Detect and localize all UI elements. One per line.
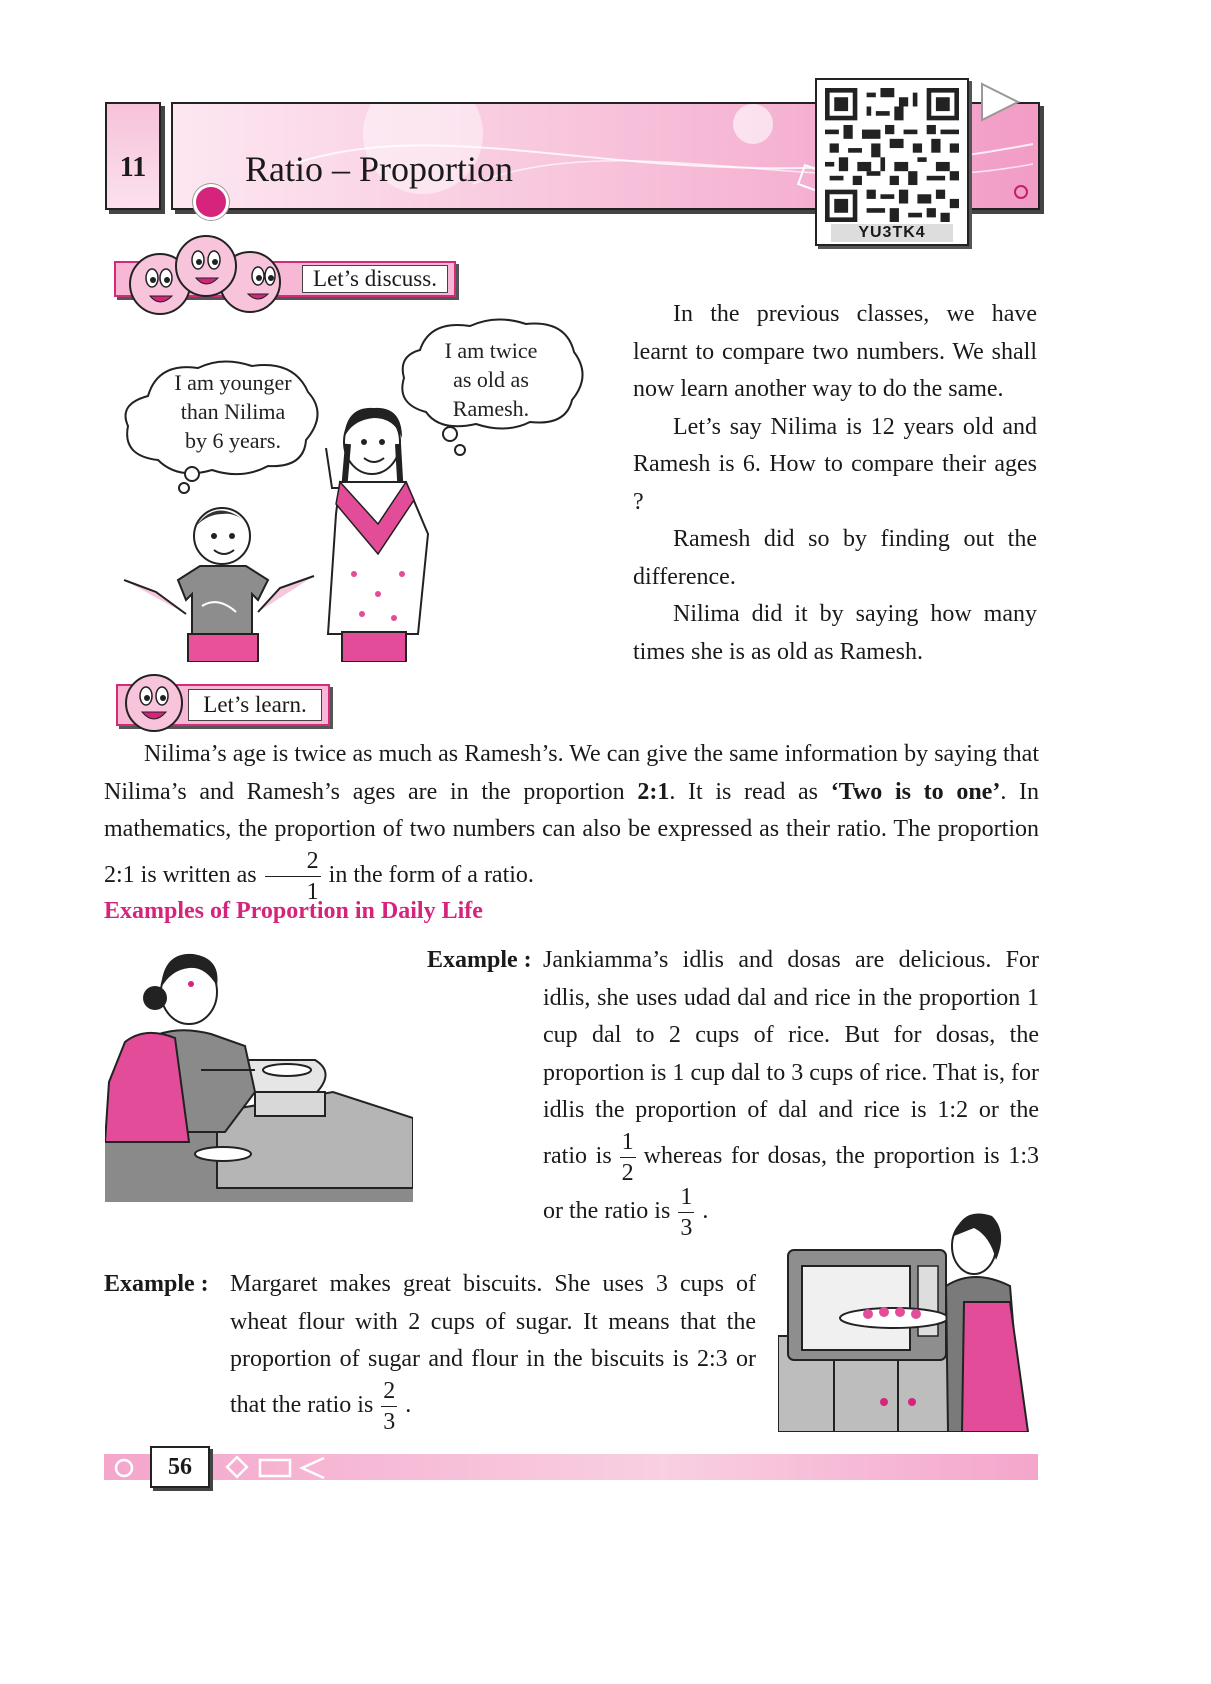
speech-bubble-boy	[118, 356, 326, 496]
example-1-part-3: .	[702, 1197, 709, 1224]
intro-paragraph-2: Let’s say Nilima is 12 years old and Ramesh is 6. How to compare their ages ?	[633, 413, 1037, 515]
chapter-number: 11	[119, 152, 147, 183]
smiley-face-icon	[122, 672, 186, 734]
cooking-woman-illustration	[105, 942, 413, 1202]
intro-text	[633, 296, 1037, 671]
fraction-2-denominator: 3	[680, 1214, 693, 1241]
example-1-label: Example :	[427, 947, 532, 973]
qr-pattern	[825, 88, 959, 222]
ratio-explanation-paragraph	[104, 736, 1039, 904]
ratio-explanation	[104, 736, 1039, 904]
read-as-text: ‘Two is to one’	[830, 778, 1001, 805]
fraction-1-numerator: 1	[620, 1130, 636, 1158]
boy-speech-line-1: I am younger	[174, 370, 292, 395]
fraction-numerator: 2	[265, 849, 321, 877]
qr-code[interactable]	[815, 78, 969, 246]
explanation-part-3: . In mathematics, the proportion of two numbers can also be expressed as their ratio. The proportion 2:1 is written as	[104, 778, 1039, 888]
explanation-part-2: . It is read as	[669, 778, 831, 805]
girl-speech-line-2: as old as	[453, 367, 529, 392]
intro-paragraph-3: Ramesh did so by finding out the difference.	[633, 526, 1037, 590]
lets-learn-label: Let’s learn.	[203, 692, 307, 717]
qr-code-text: YU3TK4	[831, 224, 953, 242]
example-1-part-2: whereas for dosas, the proportion is 1:3 or the ratio is	[543, 1142, 1039, 1224]
boy-speech-line-3: by 6 years.	[185, 428, 281, 453]
smiley-faces-icon	[110, 232, 310, 324]
intro-paragraph-4: Nilima did it by saying how many times she is as old as Ramesh.	[633, 601, 1037, 665]
ratio-fraction	[265, 849, 321, 904]
intro-paragraph-1: In the previous classes, we have learnt to compare two numbers. We shall now learn another way to do the same.	[633, 301, 1037, 402]
girl-illustration	[318, 404, 438, 662]
example-1-paragraph	[543, 942, 1039, 1240]
girl-speech-line-1: I am twice	[444, 338, 538, 363]
lets-discuss-inner	[302, 265, 448, 293]
explanation-part-1: Nilima’s age is twice as much as Ramesh’s. We can give the same information by saying that Nilima’s and Ramesh’s ages are in the proportion	[104, 741, 1039, 805]
boy-illustration	[118, 496, 318, 662]
example-2-part-1: Margaret makes great biscuits. She uses 3 cups of wheat flour with 2 cups of sugar. It means that the proportion of sugar and flour in the biscuits is 2:3 or that the ratio is	[230, 1271, 756, 1418]
fraction-denominator: 1	[306, 878, 319, 905]
banner-dot	[193, 184, 229, 220]
example-2-part-2: .	[405, 1391, 412, 1418]
explanation-part-4: in the form of a ratio.	[328, 861, 534, 888]
example-2-denominator: 3	[383, 1408, 396, 1435]
girl-speech-line-3: Ramesh.	[452, 396, 530, 421]
baking-woman-illustration	[778, 1206, 1040, 1432]
chapter-title: Ratio – Proportion	[245, 149, 513, 189]
example-1-part-1: Jankiamma’s idlis and dosas are delicious. For idlis, she uses udad dal and rice in the proportion 1 cup dal to 2 cups of rice. But for dosas, the proportion is 1 cup dal to 3 cups of rice. That is, for idlis the proportion of dal and rice is 1:2 or the ratio is	[543, 947, 1039, 1169]
example-1-fraction-2	[678, 1185, 694, 1240]
example-2-numerator: 2	[381, 1379, 397, 1407]
example-1-fraction-1	[620, 1130, 636, 1185]
page-number: 56	[168, 1454, 192, 1480]
boy-speech-line-2: than Nilima	[180, 399, 286, 424]
lets-learn-inner	[188, 689, 322, 721]
lets-discuss-label: Let’s discuss.	[313, 266, 437, 291]
example-2-text	[230, 1266, 756, 1434]
play-triangle-icon	[978, 80, 1024, 124]
example-2-label: Example :	[104, 1271, 209, 1297]
footer-shapes	[110, 1452, 340, 1484]
example-1-text	[543, 942, 1039, 1240]
examples-heading: Examples of Proportion in Daily Life	[104, 898, 483, 924]
example-2-paragraph	[230, 1266, 756, 1434]
example-2-fraction	[381, 1379, 397, 1434]
chapter-number-box	[105, 102, 161, 210]
page-number-box	[150, 1446, 210, 1488]
fraction-1-denominator: 2	[621, 1159, 634, 1186]
fraction-2-numerator: 1	[678, 1185, 694, 1213]
boy-speech-text	[138, 368, 328, 455]
proportion-value: 2:1	[637, 778, 670, 805]
